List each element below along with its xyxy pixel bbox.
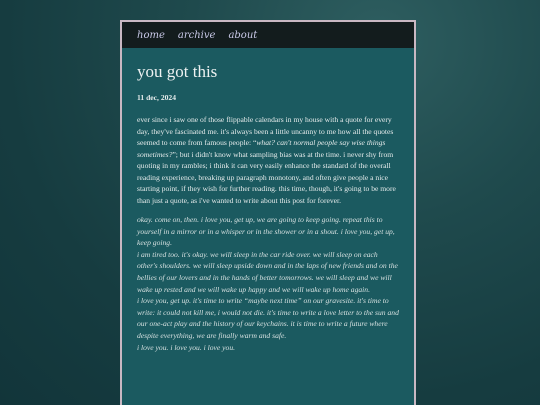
quote-line: okay. come on, then. i love you, get up, we are going to keep going. repeat this to yourself in a mirror or in a whisper or in the shower or in a shout. i love you, get up, keep going. bbox=[137, 215, 395, 248]
page-frame bbox=[120, 20, 416, 405]
post-content bbox=[122, 61, 414, 353]
post-title: you got this bbox=[137, 62, 218, 81]
post-date: 11 dec, 2024 bbox=[137, 93, 177, 102]
quote-line: i love you. i love you. i love you. bbox=[137, 342, 236, 352]
intro-text-before: ever since i saw one of those flippable calendars in my house with a quote for every day, they've fascinated me. it's always been a little uncanny to me how all the quotes seemed to come from famous people: “ bbox=[137, 115, 394, 147]
nav-link-about[interactable]: about bbox=[228, 29, 258, 41]
quote-block bbox=[137, 214, 399, 353]
intro-emphasis: what? can't normal people say wise things sometimes? bbox=[137, 138, 386, 159]
top-nav bbox=[122, 22, 414, 48]
intro-text-after: ”; but i didn't know what sampling bias was at the time. i never shy from quoting in my rambles; i think it can very easily enhance the standard of the overall reading experience, breaking up paragraph monotony, and often give people a nice starting point, if they wish for further reading. this time, though, it's going to be more than just a quote, as i've wanted to write about this post for forever. bbox=[137, 149, 396, 205]
intro-paragraph bbox=[137, 114, 399, 206]
nav-link-archive[interactable]: archive bbox=[177, 29, 216, 41]
quote-line: i am tired too. it's okay. we will sleep in the car ride over. we will sleep on each other's shoulders. we will sleep upside down and in the laps of new friends and on the bellies of our lovers and in the hands of better tomorrows. we will sleep and we will wake up rested and we will wake up happy and we will wake up home again. bbox=[137, 249, 398, 294]
nav-link-home[interactable]: home bbox=[137, 29, 165, 41]
quote-line: i love you, get up. it's time to write “maybe next time” on our gravesite. it's time to write: it could not kill me, i would not die. it's time to write a love letter to the sun and our one-act play and the history of our keychains. it is time to write a future where despite everything, we are finally warm and safe. bbox=[137, 296, 399, 340]
